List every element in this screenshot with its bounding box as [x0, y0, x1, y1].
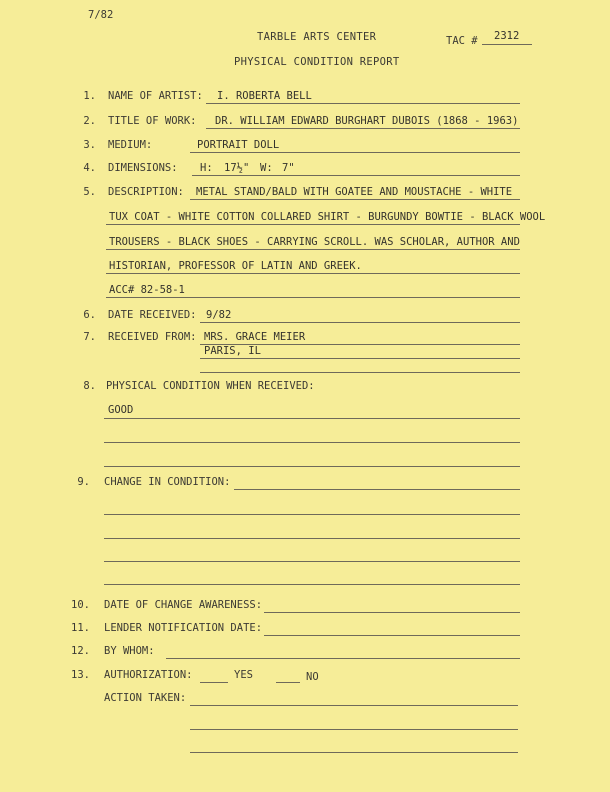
item-number-11: 11. [71, 622, 90, 634]
item-number-4: 4. [83, 162, 96, 174]
item-number-5: 5. [83, 186, 96, 198]
action-rule-1 [190, 705, 518, 706]
description-line-4: HISTORIAN, PROFESSOR OF LATIN AND GREEK. [109, 260, 362, 272]
description-rule-2 [106, 224, 520, 225]
action-rule-2 [190, 729, 518, 730]
condition-rule-3 [104, 466, 520, 467]
artist-label: NAME OF ARTIST: [108, 90, 203, 102]
received-from-label: RECEIVED FROM: [108, 331, 197, 343]
authorization-label: AUTHORIZATION: [104, 669, 193, 681]
item-number-13: 13. [71, 669, 90, 681]
yes-option: YES [234, 669, 253, 681]
description-line-3: TROUSERS - BLACK SHOES - CARRYING SCROLL. WAS SCHOLAR, AUTHOR AND [109, 236, 520, 248]
artist-line [206, 103, 520, 104]
change-rule-3 [104, 538, 520, 539]
title-value: DR. WILLIAM EDWARD BURGHART DUBOIS (1868 - 1963) [215, 115, 519, 127]
change-awareness-line [264, 612, 520, 613]
condition-received-value: GOOD [108, 404, 134, 416]
received-from-city: PARIS, IL [204, 345, 261, 357]
lender-notification-line [264, 635, 520, 636]
date-received-line [200, 322, 520, 323]
tac-label: TAC # [446, 35, 478, 47]
width-label: W: [260, 162, 273, 174]
item-number-3: 3. [83, 139, 96, 151]
org-name: TARBLE ARTS CENTER [257, 31, 377, 43]
received-from-line-3 [200, 372, 520, 373]
date-mark: 7/82 [88, 9, 114, 21]
artist-value: I. ROBERTA BELL [217, 90, 312, 102]
medium-line [190, 152, 520, 153]
no-blank [276, 682, 300, 683]
item-number-2: 2. [83, 115, 96, 127]
by-whom-line [166, 658, 520, 659]
medium-label: MEDIUM: [108, 139, 153, 151]
description-line-2: TUX COAT - WHITE COTTON COLLARED SHIRT - BURGUNDY BOWTIE - BLACK WOOL [109, 211, 546, 223]
yes-blank [200, 682, 228, 683]
description-rule-4 [106, 273, 520, 274]
by-whom-label: BY WHOM: [104, 645, 155, 657]
title-label: TITLE OF WORK: [108, 115, 197, 127]
description-line-1: METAL STAND/BALD WITH GOATEE AND MOUSTACHE - WHITE [196, 186, 513, 198]
received-from-line-2 [200, 358, 520, 359]
item-number-1: 1. [83, 90, 96, 102]
description-rule-1 [190, 199, 520, 200]
description-label: DESCRIPTION: [108, 186, 184, 198]
medium-value: PORTRAIT DOLL [197, 139, 280, 151]
title-line [206, 128, 520, 129]
no-option: NO [306, 671, 319, 683]
change-rule-4 [104, 561, 520, 562]
tac-number-line [482, 44, 532, 45]
item-number-8: 8. [83, 380, 96, 392]
description-rule-3 [106, 249, 520, 250]
condition-rule-1 [104, 418, 520, 419]
height-value: 17½" [224, 162, 250, 174]
date-received-value: 9/82 [206, 309, 232, 321]
lender-notification-label: LENDER NOTIFICATION DATE: [104, 622, 263, 634]
change-condition-label: CHANGE IN CONDITION: [104, 476, 231, 488]
dimensions-label: DIMENSIONS: [108, 162, 178, 174]
item-number-9: 9. [77, 476, 90, 488]
received-from-name: MRS. GRACE MEIER [204, 331, 306, 343]
description-rule-5 [106, 297, 520, 298]
accession-number: ACC# 82-58-1 [109, 284, 185, 296]
item-number-10: 10. [71, 599, 90, 611]
height-label: H: [200, 162, 213, 174]
report-title: PHYSICAL CONDITION REPORT [234, 56, 400, 68]
item-number-6: 6. [83, 309, 96, 321]
item-number-12: 12. [71, 645, 90, 657]
action-rule-3 [190, 752, 518, 753]
change-rule-5 [104, 584, 520, 585]
dimensions-line [192, 175, 520, 176]
date-received-label: DATE RECEIVED: [108, 309, 197, 321]
change-rule-2 [104, 514, 520, 515]
width-value: 7" [282, 162, 295, 174]
condition-rule-2 [104, 442, 520, 443]
condition-received-label: PHYSICAL CONDITION WHEN RECEIVED: [106, 380, 315, 392]
item-number-7: 7. [83, 331, 96, 343]
change-rule-1 [234, 489, 520, 490]
tac-number: 2312 [494, 30, 520, 42]
change-awareness-label: DATE OF CHANGE AWARENESS: [104, 599, 263, 611]
action-taken-label: ACTION TAKEN: [104, 692, 187, 704]
